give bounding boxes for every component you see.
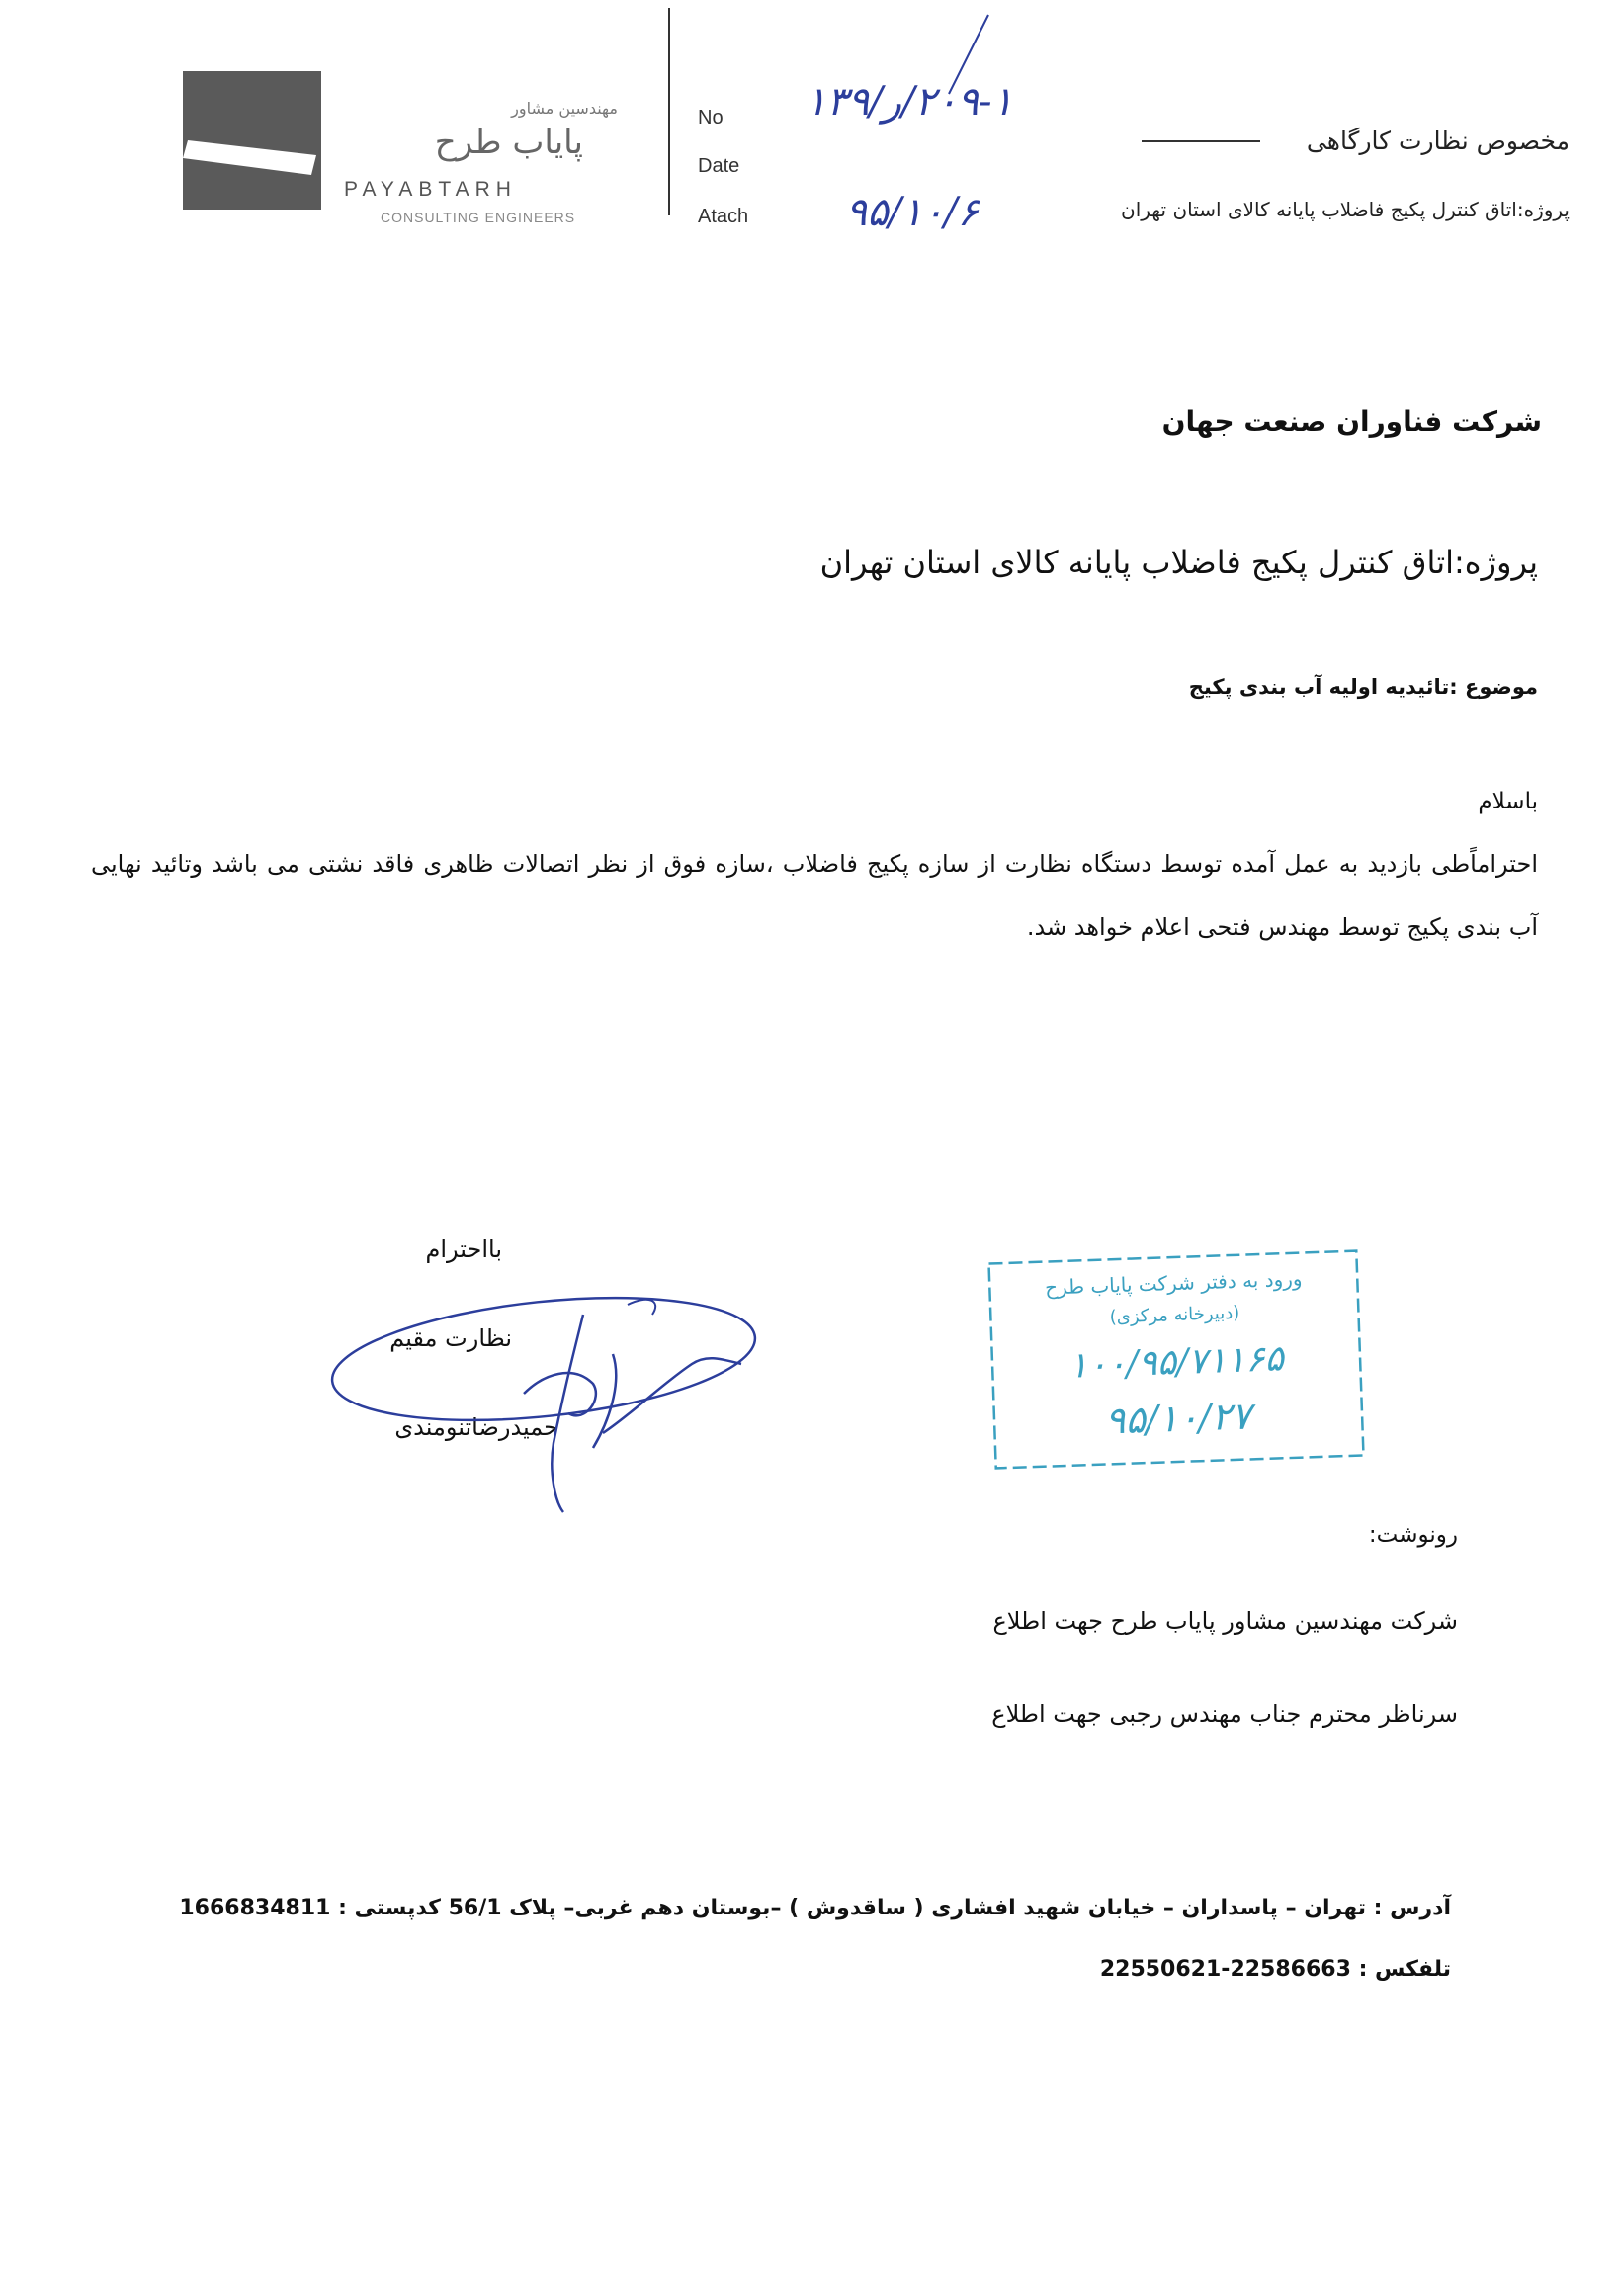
cc-label: رونوشت: xyxy=(1368,1522,1458,1548)
stamp-line2: (دبیرخانه مرکزی) xyxy=(1109,1302,1240,1328)
signature-icon xyxy=(326,1275,791,1532)
pen-stroke-icon xyxy=(944,10,993,99)
cc-item: سرناظر محترم جناب مهندس رجبی جهت اطلاع xyxy=(991,1700,1458,1728)
footer-address: آدرس : تهران – پاسداران – خیابان شهید افشاری ( ساقدوش ) –بوستان دهم غربی– پلاک 56/1 کدپستی : 1666834811 xyxy=(179,1896,1451,1920)
project-title: پروژه:اتاق کنترل پکیج فاضلاب پایانه کالای استان تهران xyxy=(819,544,1538,581)
company-name-en: PAYABTARH xyxy=(344,178,517,201)
stamp-number: ۱۰۰/۹۵/۷۱۱۶۵ xyxy=(1067,1338,1285,1387)
date-handwritten: ۹۵/۱۰/۶ xyxy=(845,190,979,235)
date-label: Date xyxy=(698,155,740,177)
received-stamp xyxy=(984,1246,1367,1472)
footer-fax: تلفکس : 22586663-22550621 xyxy=(1099,1957,1451,1982)
signer-role: نظارت مقیم xyxy=(389,1324,512,1352)
header-underline xyxy=(1142,140,1260,142)
subject-line: موضوع :تائیدیه اولیه آب بندی پکیج xyxy=(1188,675,1538,699)
recipient: شرکت فناوران صنعت جهان xyxy=(1161,405,1542,438)
letter-number-handwritten: ۲۰۹-۱/ر/۱۳۹ xyxy=(805,79,1013,125)
stamp-line1: ورود به دفتر شرکت پایاب طرح xyxy=(1044,1266,1303,1300)
header-project: پروژه:اتاق کنترل پکیج فاضلاب پایانه کالای استان تهران xyxy=(1121,198,1570,221)
header-title: مخصوص نظارت کارگاهی xyxy=(1306,127,1570,155)
letter-body: احتراماًطی بازدید به عمل آمده توسط دستگاه نظارت از سازه پکیج فاضلاب ،سازه فوق از نظر اتصالات ظاهری فاقد نشتی می باشد وتائید نهایی آب بندی پکیج توسط مهندس فتحی اعلام خواهد شد. xyxy=(91,850,1538,941)
stamp-date: ۹۵/۱۰/۲۷ xyxy=(1104,1394,1252,1443)
cc-item: شرکت مهندسین مشاور پایاب طرح جهت اطلاع xyxy=(992,1607,1458,1635)
company-subtitle-en: CONSULTING ENGINEERS xyxy=(381,210,576,225)
logo-stripe-icon xyxy=(183,71,321,210)
company-name-fa: پایاب طرح xyxy=(434,123,583,162)
closing-regards: بااحترام xyxy=(425,1235,502,1263)
company-name-fa-small: مهندسین مشاور xyxy=(511,99,618,118)
logo-mark xyxy=(183,71,321,210)
signer-name: حمیدرضاتنومندی xyxy=(394,1413,558,1441)
header-divider xyxy=(668,8,670,215)
greeting: باسلام xyxy=(1478,789,1538,814)
attach-label: Atach xyxy=(698,206,749,227)
no-label: No xyxy=(698,107,724,128)
